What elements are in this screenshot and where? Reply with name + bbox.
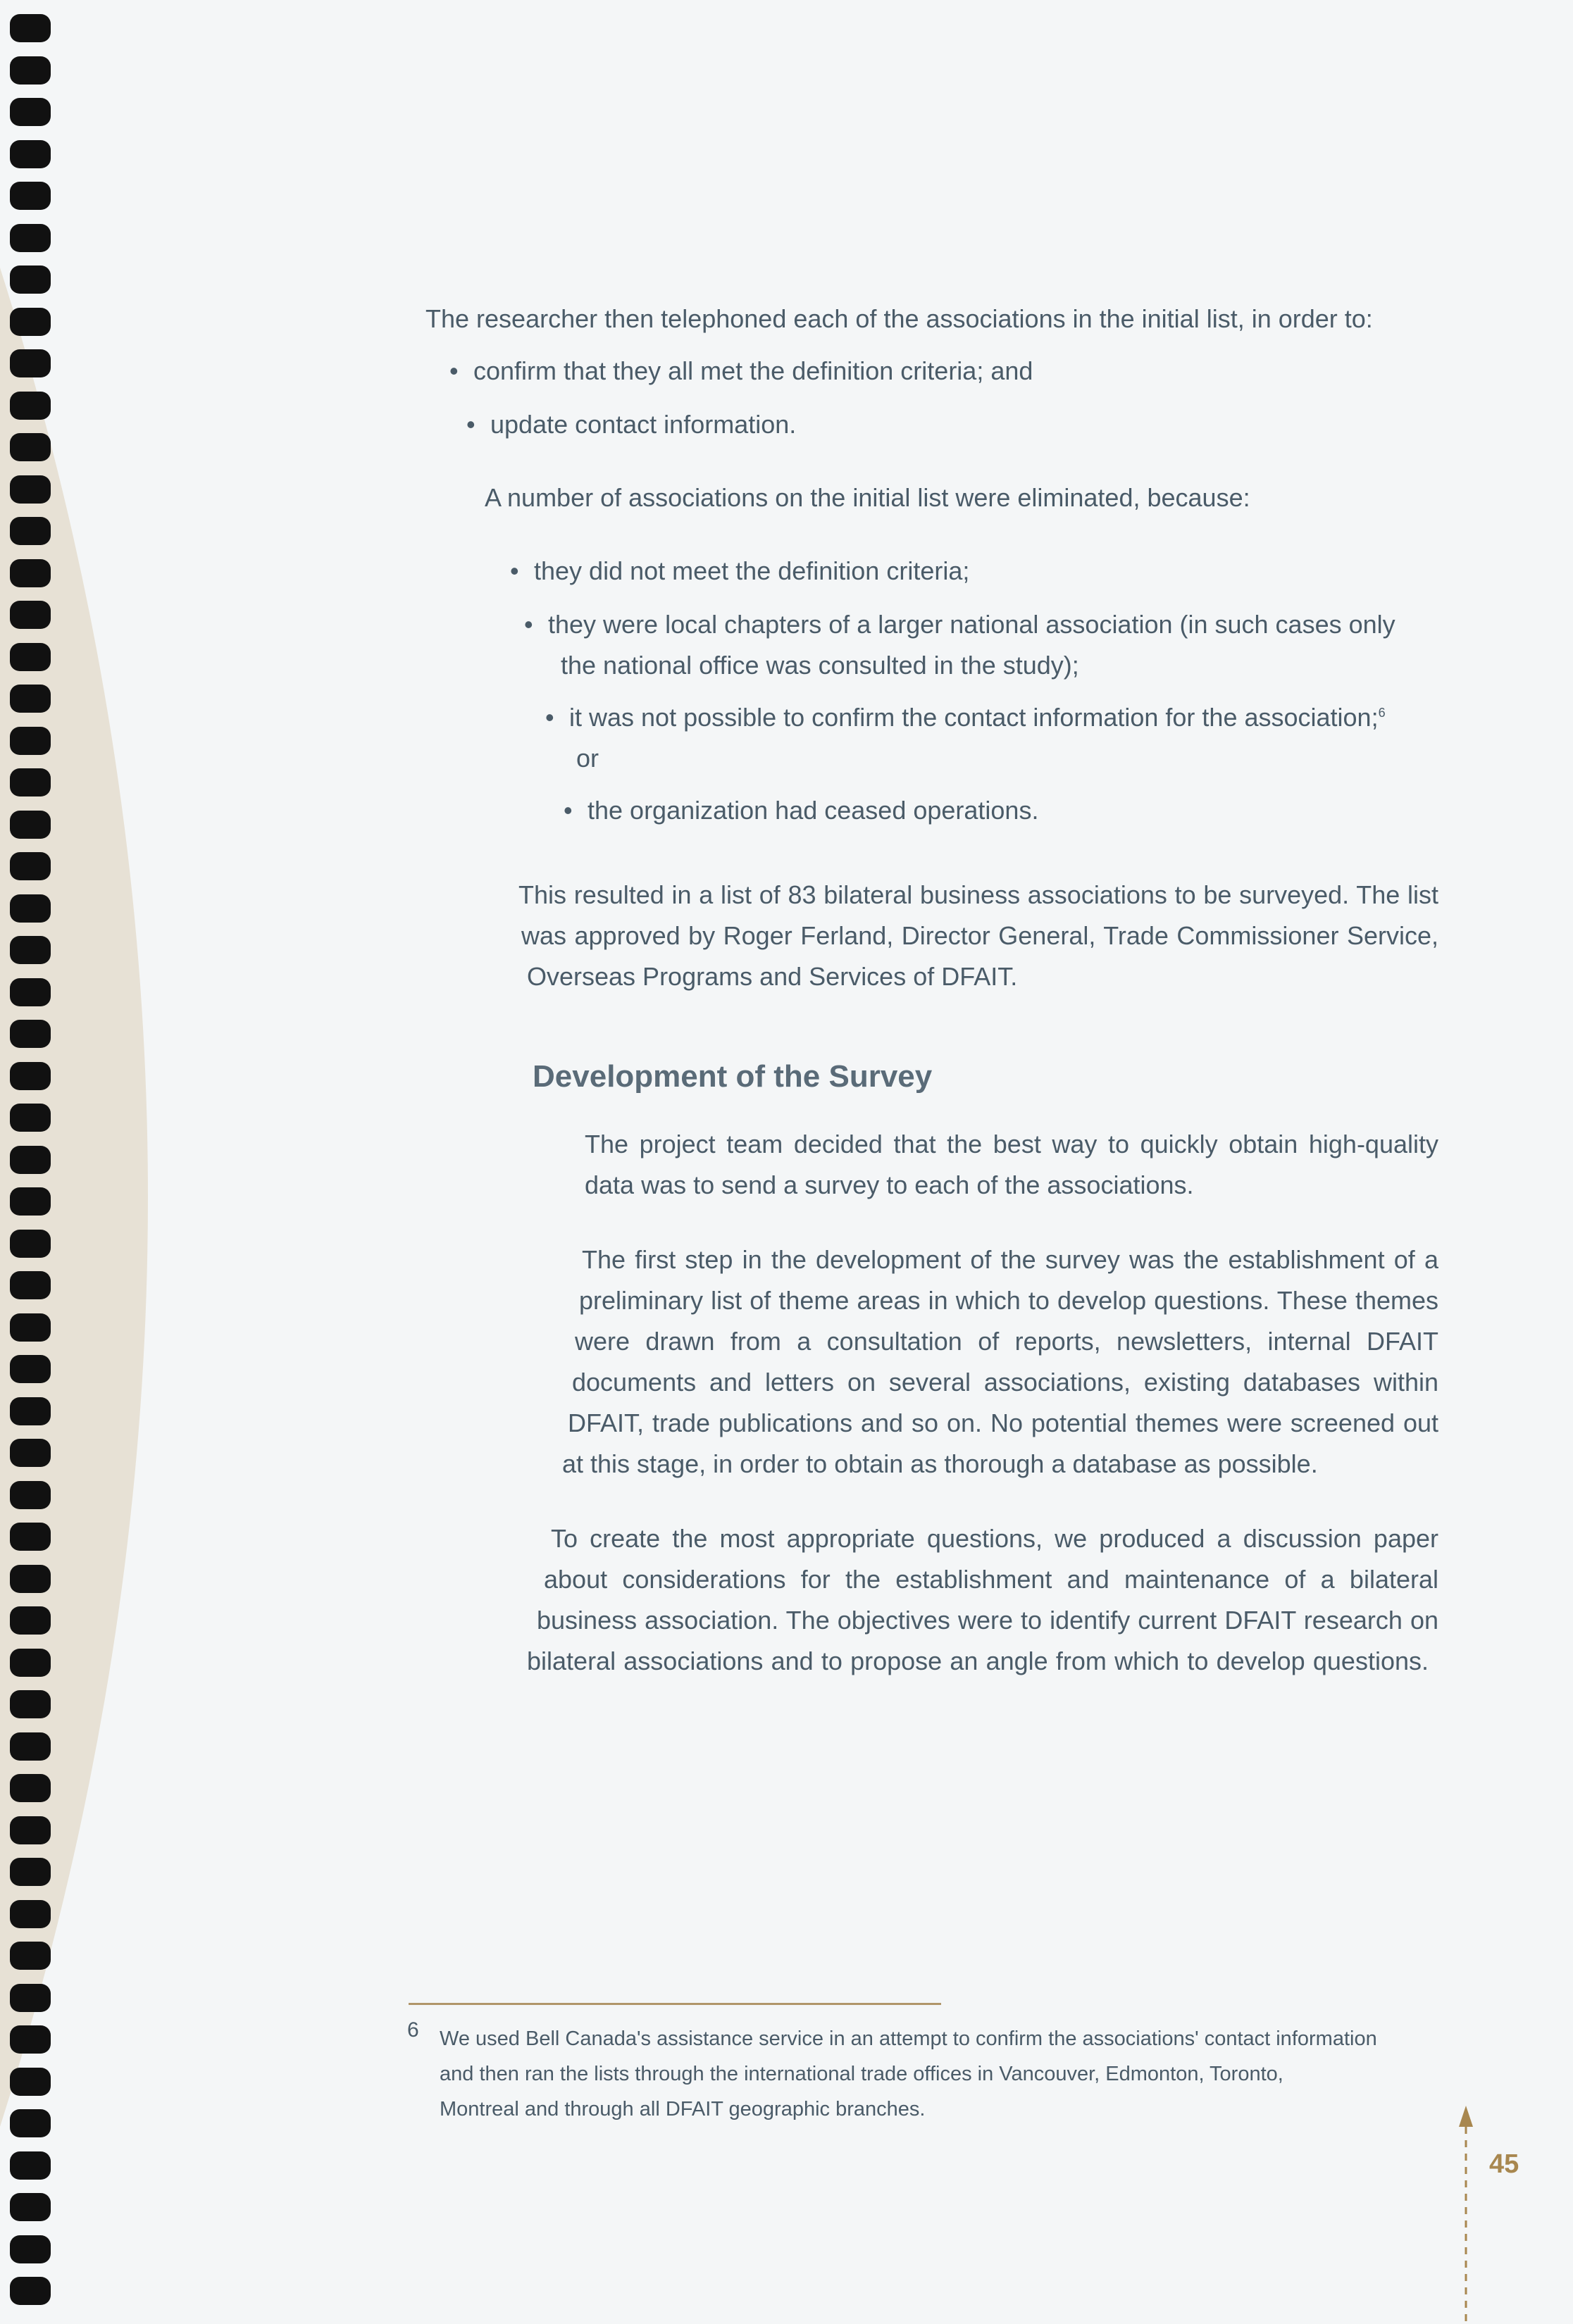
binding-hole: [10, 1649, 51, 1677]
binding-hole: [10, 1187, 51, 1216]
list-item-continuation: the national office was consulted in the study);: [561, 651, 1079, 680]
binding-hole: [10, 1397, 51, 1425]
binding-hole: [10, 2235, 51, 2263]
binding-hole: [10, 1313, 51, 1342]
page-number: 45: [1489, 2149, 1519, 2179]
footnote-line: and then ran the lists through the international trade offices in Vancouver, Edmonton, Toronto,: [440, 2063, 1283, 2085]
binding-hole: [10, 685, 51, 713]
binding-hole: [10, 1355, 51, 1383]
binding-hole: [10, 140, 51, 168]
binding-hole: [10, 1606, 51, 1635]
footnote-line: Montreal and through all DFAIT geographic branches.: [440, 2098, 926, 2120]
binding-hole: [10, 601, 51, 629]
list-item: • they did not meet the definition criteria;: [534, 551, 969, 592]
binding-hole: [10, 2151, 51, 2180]
survey-paragraph-line: about considerations for the establishment and maintenance of a bilateral: [544, 1565, 1438, 1594]
binding-hole: [10, 1020, 51, 1048]
survey-paragraph-line: preliminary list of theme areas in which to develop questions. These themes: [579, 1286, 1438, 1315]
result-line: was approved by Roger Ferland, Director General, Trade Commissioner Service,: [521, 921, 1438, 950]
list-item: • it was not possible to confirm the contact information for the association;$^6$: [569, 697, 1386, 738]
survey-paragraph-line: The project team decided that the best way to quickly obtain high-quality: [585, 1130, 1438, 1158]
binding-hole: [10, 894, 51, 923]
survey-paragraph-line: business association. The objectives were to identify current DFAIT research on: [537, 1606, 1438, 1635]
footnote-line: We used Bell Canada's assistance service in an attempt to confirm the associations' contact information: [440, 2028, 1377, 2050]
binding-hole: [10, 1900, 51, 1928]
binding-hole: [10, 98, 51, 126]
binding-hole: [10, 978, 51, 1006]
list-item: • update contact information.: [490, 404, 796, 445]
binding-hole: [10, 1858, 51, 1886]
binding-hole: [10, 182, 51, 210]
list-item: • they were local chapters of a larger national association (in such cases only: [548, 604, 1395, 645]
eliminated-paragraph: A number of associations on the initial list were eliminated, because:: [485, 483, 1250, 512]
survey-paragraph-line: To create the most appropriate questions, we produced a discussion paper: [551, 1524, 1438, 1553]
binding-hole: [10, 1481, 51, 1509]
survey-paragraph-line: were drawn from a consultation of reports, newsletters, internal DFAIT: [575, 1327, 1438, 1356]
binding-hole: [10, 433, 51, 461]
list-item: • the organization had ceased operations.: [587, 790, 1038, 831]
binding-hole: [10, 936, 51, 964]
binding-hole: [10, 1942, 51, 1970]
survey-paragraph-line: The first step in the development of the survey was the establishment of a: [582, 1245, 1438, 1274]
binding-hole: [10, 1816, 51, 1844]
binding-hole: [10, 1439, 51, 1467]
binding-hole: [10, 2193, 51, 2221]
survey-paragraph-line: data was to send a survey to each of the associations.: [585, 1170, 1194, 1199]
footnote-rule: [409, 2003, 941, 2006]
survey-paragraph-line: at this stage, in order to obtain as thorough a database as possible.: [562, 1449, 1318, 1478]
binding-hole: [10, 265, 51, 294]
binding-hole: [10, 1732, 51, 1761]
survey-paragraph-line: bilateral associations and to propose an angle from which to develop questions.: [527, 1647, 1429, 1675]
binding-hole: [10, 2277, 51, 2305]
binding-hole: [10, 727, 51, 755]
binding-hole: [10, 1690, 51, 1718]
result-line: Overseas Programs and Services of DFAIT.: [527, 962, 1018, 991]
binding-hole: [10, 392, 51, 420]
binding-hole: [10, 56, 51, 85]
result-line: This resulted in a list of 83 bilateral business associations to be surveyed. The list: [518, 880, 1438, 909]
binding-hole: [10, 308, 51, 336]
spiral-binding: [10, 14, 54, 2317]
binding-hole: [10, 2068, 51, 2096]
binding-hole: [10, 1565, 51, 1593]
binding-hole: [10, 349, 51, 377]
binding-hole: [10, 1523, 51, 1551]
binding-hole: [10, 768, 51, 796]
binding-hole: [10, 14, 51, 42]
binding-hole: [10, 1774, 51, 1802]
binding-hole: [10, 1146, 51, 1174]
section-heading: Development of the Survey: [533, 1059, 933, 1094]
binding-hole: [10, 643, 51, 671]
binding-hole: [10, 1271, 51, 1299]
list-item: • confirm that they all met the definition criteria; and: [473, 351, 1033, 392]
survey-paragraph-line: DFAIT, trade publications and so on. No potential themes were screened out: [568, 1408, 1438, 1437]
page-arrow-icon: [1455, 2106, 1476, 2324]
binding-hole: [10, 2025, 51, 2054]
binding-hole: [10, 1984, 51, 2012]
binding-hole: [10, 559, 51, 587]
binding-hole: [10, 517, 51, 545]
binding-hole: [10, 811, 51, 839]
binding-hole: [10, 2109, 51, 2137]
intro-paragraph: The researcher then telephoned each of the associations in the initial list, in order to:: [425, 304, 1373, 333]
binding-hole: [10, 475, 51, 504]
binding-hole: [10, 224, 51, 252]
footnote-reference: 6: [1378, 706, 1386, 720]
list-item-continuation: or: [576, 744, 599, 773]
binding-hole: [10, 1062, 51, 1090]
survey-paragraph-line: documents and letters on several associations, existing databases within: [572, 1368, 1438, 1397]
binding-hole: [10, 852, 51, 880]
footnote-number: 6: [407, 2018, 419, 2042]
binding-hole: [10, 1230, 51, 1258]
binding-hole: [10, 1104, 51, 1132]
